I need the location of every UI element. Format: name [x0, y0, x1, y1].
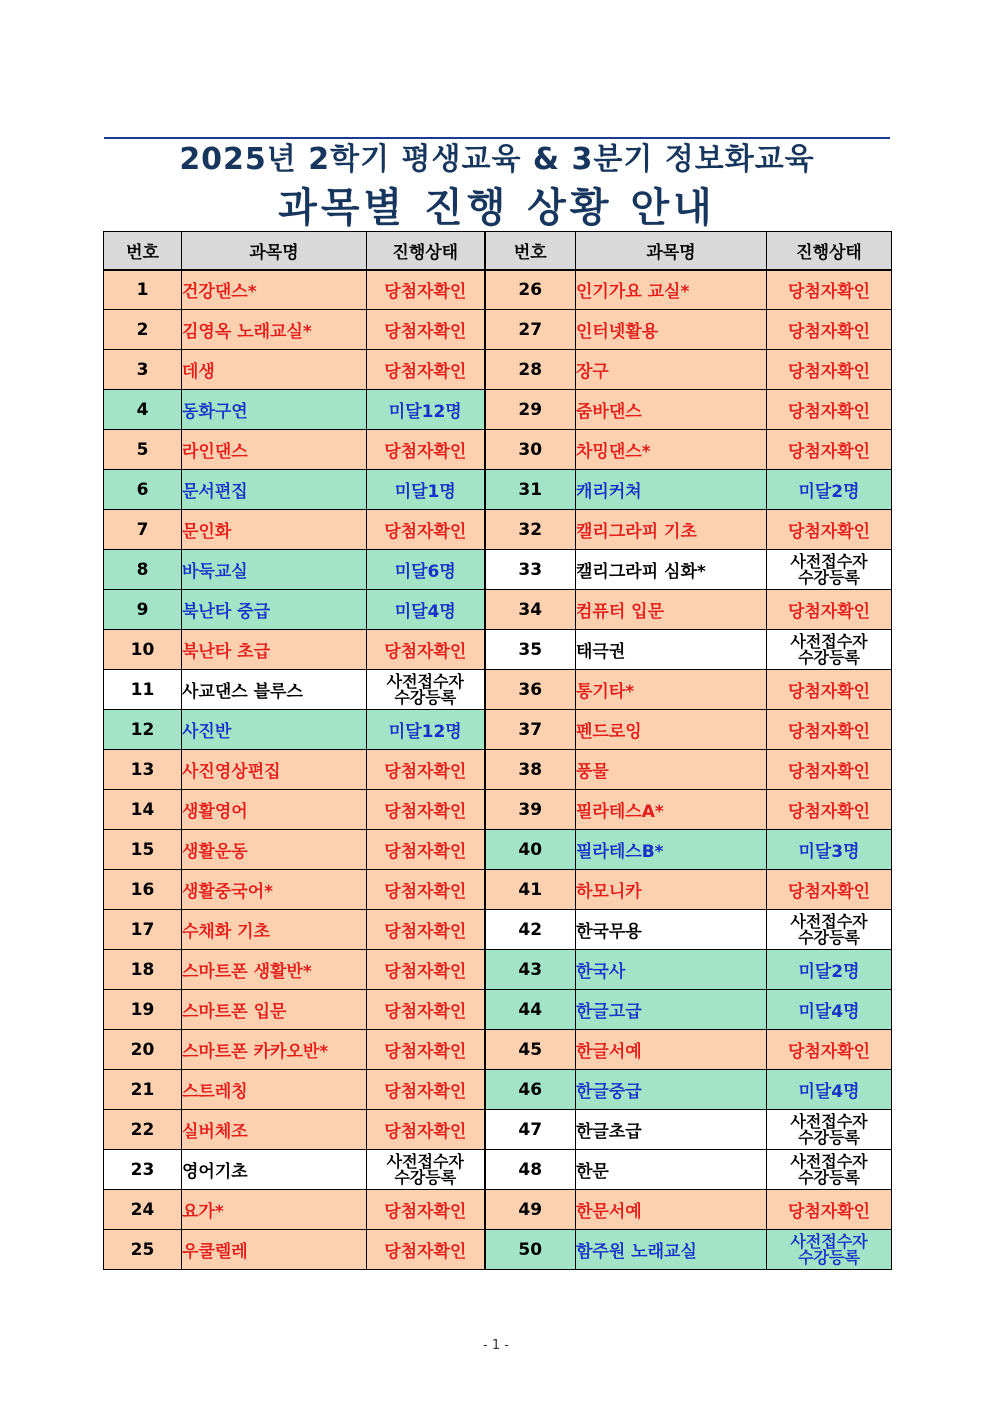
course-name-left: 김영옥 노래교실* — [182, 310, 367, 350]
table-header-row — [104, 232, 892, 270]
course-status-left: 당첨자확인 — [367, 990, 485, 1030]
course-name-left: 사교댄스 블루스 — [182, 670, 367, 710]
course-status-right: 미달4명 — [767, 1070, 892, 1110]
header-number-left: 번호 — [104, 232, 182, 270]
course-number-right: 29 — [485, 390, 576, 430]
course-status-left: 미달1명 — [367, 470, 485, 510]
course-name-right: 한글고급 — [576, 990, 767, 1030]
table-row — [104, 310, 892, 350]
table-row — [104, 670, 892, 710]
course-status-right: 당첨자확인 — [767, 430, 892, 470]
course-number-left: 7 — [104, 510, 182, 550]
course-name-right: 한국무용 — [576, 910, 767, 950]
course-name-right: 한글서예 — [576, 1030, 767, 1070]
course-name-left: 데생 — [182, 350, 367, 390]
course-number-left: 17 — [104, 910, 182, 950]
course-number-left: 20 — [104, 1030, 182, 1070]
course-name-left: 스트레칭 — [182, 1070, 367, 1110]
course-number-left: 24 — [104, 1190, 182, 1230]
table-row — [104, 350, 892, 390]
course-status-left: 당첨자확인 — [367, 1230, 485, 1270]
course-name-left: 실버체조 — [182, 1110, 367, 1150]
course-name-right: 함주원 노래교실 — [576, 1230, 767, 1270]
course-name-right: 컴퓨터 입문 — [576, 590, 767, 630]
table-row — [104, 710, 892, 750]
course-number-left: 22 — [104, 1110, 182, 1150]
course-status-left: 당첨자확인 — [367, 1030, 485, 1070]
course-status-right: 사전접수자 수강등록 — [767, 630, 892, 670]
course-status-right: 당첨자확인 — [767, 350, 892, 390]
course-status-right: 당첨자확인 — [767, 1190, 892, 1230]
course-name-left: 바둑교실 — [182, 550, 367, 590]
course-status-right: 당첨자확인 — [767, 670, 892, 710]
course-name-left: 건강댄스* — [182, 270, 367, 310]
course-number-right: 34 — [485, 590, 576, 630]
course-number-left: 23 — [104, 1150, 182, 1190]
course-name-right: 하모니카 — [576, 870, 767, 910]
course-number-left: 3 — [104, 350, 182, 390]
course-status-left: 당첨자확인 — [367, 630, 485, 670]
course-name-right: 한글초급 — [576, 1110, 767, 1150]
course-number-right: 35 — [485, 630, 576, 670]
document-title-line1: 2025년 2학기 평생교육 & 3분기 정보화교육 — [179, 142, 815, 177]
course-status-left: 당첨자확인 — [367, 350, 485, 390]
course-number-left: 12 — [104, 710, 182, 750]
course-name-right: 캘리그라피 기초 — [576, 510, 767, 550]
course-number-right: 31 — [485, 470, 576, 510]
course-name-right: 장구 — [576, 350, 767, 390]
course-number-right: 45 — [485, 1030, 576, 1070]
course-name-right: 한문 — [576, 1150, 767, 1190]
course-status-right: 사전접수자 수강등록 — [767, 1150, 892, 1190]
course-status-right: 사전접수자 수강등록 — [767, 1110, 892, 1150]
course-number-left: 16 — [104, 870, 182, 910]
course-name-right: 인기가요 교실* — [576, 270, 767, 310]
course-status-left: 당첨자확인 — [367, 910, 485, 950]
course-name-left: 라인댄스 — [182, 430, 367, 470]
course-status-left: 미달4명 — [367, 590, 485, 630]
course-number-right: 44 — [485, 990, 576, 1030]
course-number-left: 15 — [104, 830, 182, 870]
header-course-right: 과목명 — [576, 232, 767, 270]
table-row — [104, 1030, 892, 1070]
course-status-right: 당첨자확인 — [767, 790, 892, 830]
course-number-left: 10 — [104, 630, 182, 670]
course-name-right: 통기타* — [576, 670, 767, 710]
course-name-left: 사진영상편집 — [182, 750, 367, 790]
course-status-right: 미달2명 — [767, 470, 892, 510]
course-status-left: 사전접수자 수강등록 — [367, 1150, 485, 1190]
course-number-right: 47 — [485, 1110, 576, 1150]
course-status-right: 당첨자확인 — [767, 870, 892, 910]
table-row — [104, 750, 892, 790]
course-number-right: 49 — [485, 1190, 576, 1230]
table-row — [104, 1190, 892, 1230]
course-status-left: 당첨자확인 — [367, 270, 485, 310]
course-name-left: 북난타 중급 — [182, 590, 367, 630]
course-status-right: 사전접수자 수강등록 — [767, 1230, 892, 1270]
course-status-left: 미달12명 — [367, 390, 485, 430]
course-number-right: 27 — [485, 310, 576, 350]
course-number-left: 14 — [104, 790, 182, 830]
course-number-left: 25 — [104, 1230, 182, 1270]
course-status-right: 미달2명 — [767, 950, 892, 990]
course-name-left: 생활영어 — [182, 790, 367, 830]
course-number-right: 32 — [485, 510, 576, 550]
table-row — [104, 590, 892, 630]
course-status-right: 당첨자확인 — [767, 510, 892, 550]
course-status-right: 당첨자확인 — [767, 1030, 892, 1070]
course-number-left: 4 — [104, 390, 182, 430]
course-number-right: 28 — [485, 350, 576, 390]
course-status-left: 당첨자확인 — [367, 790, 485, 830]
course-name-right: 캘리그라피 심화* — [576, 550, 767, 590]
course-number-right: 39 — [485, 790, 576, 830]
table-row — [104, 470, 892, 510]
course-name-left: 생활운동 — [182, 830, 367, 870]
course-status-right: 미달4명 — [767, 990, 892, 1030]
course-number-left: 8 — [104, 550, 182, 590]
course-name-left: 스마트폰 카카오반* — [182, 1030, 367, 1070]
course-name-right: 차밍댄스* — [576, 430, 767, 470]
course-number-left: 13 — [104, 750, 182, 790]
table-row — [104, 790, 892, 830]
course-status-right: 당첨자확인 — [767, 710, 892, 750]
course-status-left: 당첨자확인 — [367, 510, 485, 550]
course-status-right: 사전접수자 수강등록 — [767, 910, 892, 950]
course-number-left: 19 — [104, 990, 182, 1030]
course-name-right: 인터넷활용 — [576, 310, 767, 350]
course-status-left: 당첨자확인 — [367, 1110, 485, 1150]
course-status-left: 당첨자확인 — [367, 750, 485, 790]
course-name-right: 펜드로잉 — [576, 710, 767, 750]
course-status-right: 미달3명 — [767, 830, 892, 870]
course-status-right: 당첨자확인 — [767, 390, 892, 430]
course-name-left: 동화구연 — [182, 390, 367, 430]
course-name-left: 문서편집 — [182, 470, 367, 510]
course-name-left: 생활중국어* — [182, 870, 367, 910]
header-status-left: 진행상태 — [367, 232, 485, 270]
course-name-left: 우쿨렐레 — [182, 1230, 367, 1270]
course-status-left: 미달6명 — [367, 550, 485, 590]
header-status-right: 진행상태 — [767, 232, 892, 270]
course-name-right: 태극권 — [576, 630, 767, 670]
header-course-left: 과목명 — [182, 232, 367, 270]
course-name-right: 캐리커쳐 — [576, 470, 767, 510]
course-name-left: 스마트폰 생활반* — [182, 950, 367, 990]
course-name-right: 필라테스B* — [576, 830, 767, 870]
course-number-left: 18 — [104, 950, 182, 990]
course-status-left: 당첨자확인 — [367, 1070, 485, 1110]
course-status-left: 당첨자확인 — [367, 870, 485, 910]
course-status-right: 사전접수자 수강등록 — [767, 550, 892, 590]
course-status-right: 당첨자확인 — [767, 270, 892, 310]
page-number: - 1 - — [483, 1338, 509, 1353]
table-row — [104, 910, 892, 950]
course-name-right: 줌바댄스 — [576, 390, 767, 430]
course-name-right: 풍물 — [576, 750, 767, 790]
course-status-right: 당첨자확인 — [767, 750, 892, 790]
course-name-left: 요가* — [182, 1190, 367, 1230]
course-status-left: 당첨자확인 — [367, 430, 485, 470]
table-row — [104, 1070, 892, 1110]
course-number-left: 1 — [104, 270, 182, 310]
table-row — [104, 510, 892, 550]
course-number-right: 38 — [485, 750, 576, 790]
table-row — [104, 950, 892, 990]
course-number-left: 9 — [104, 590, 182, 630]
document-title-line2: 과목별 진행 상황 안내 — [278, 185, 716, 231]
course-name-right: 한문서예 — [576, 1190, 767, 1230]
table-row — [104, 1110, 892, 1150]
course-status-left: 미달12명 — [367, 710, 485, 750]
course-number-left: 2 — [104, 310, 182, 350]
course-number-right: 30 — [485, 430, 576, 470]
course-name-left: 스마트폰 입문 — [182, 990, 367, 1030]
table-row — [104, 630, 892, 670]
table-row — [104, 270, 892, 310]
course-number-right: 26 — [485, 270, 576, 310]
course-name-left: 영어기초 — [182, 1150, 367, 1190]
table-row — [104, 830, 892, 870]
course-number-right: 41 — [485, 870, 576, 910]
course-number-left: 5 — [104, 430, 182, 470]
course-number-right: 46 — [485, 1070, 576, 1110]
course-name-left: 북난타 초급 — [182, 630, 367, 670]
table-row — [104, 550, 892, 590]
table-row — [104, 1230, 892, 1270]
course-number-left: 11 — [104, 670, 182, 710]
course-number-right: 33 — [485, 550, 576, 590]
course-status-right: 당첨자확인 — [767, 310, 892, 350]
course-name-left: 문인화 — [182, 510, 367, 550]
course-name-right: 한국사 — [576, 950, 767, 990]
course-name-left: 사진반 — [182, 710, 367, 750]
table-row — [104, 390, 892, 430]
course-number-left: 21 — [104, 1070, 182, 1110]
header-number-right: 번호 — [485, 232, 576, 270]
course-number-right: 43 — [485, 950, 576, 990]
table-row — [104, 1150, 892, 1190]
course-number-right: 48 — [485, 1150, 576, 1190]
course-number-right: 37 — [485, 710, 576, 750]
course-number-right: 50 — [485, 1230, 576, 1270]
course-name-right: 필라테스A* — [576, 790, 767, 830]
table-row — [104, 430, 892, 470]
course-name-right: 한글중급 — [576, 1070, 767, 1110]
course-name-left: 수채화 기초 — [182, 910, 367, 950]
course-status-left: 당첨자확인 — [367, 830, 485, 870]
course-status-left: 당첨자확인 — [367, 1190, 485, 1230]
title-top-rule — [104, 137, 890, 139]
table-row — [104, 990, 892, 1030]
course-status-right: 당첨자확인 — [767, 590, 892, 630]
course-number-right: 42 — [485, 910, 576, 950]
course-status-left: 당첨자확인 — [367, 950, 485, 990]
course-number-right: 40 — [485, 830, 576, 870]
table-body — [104, 270, 892, 1270]
course-status-left: 사전접수자 수강등록 — [367, 670, 485, 710]
course-number-right: 36 — [485, 670, 576, 710]
course-number-left: 6 — [104, 470, 182, 510]
course-status-left: 당첨자확인 — [367, 310, 485, 350]
course-status-table — [103, 231, 892, 1270]
table-row — [104, 870, 892, 910]
